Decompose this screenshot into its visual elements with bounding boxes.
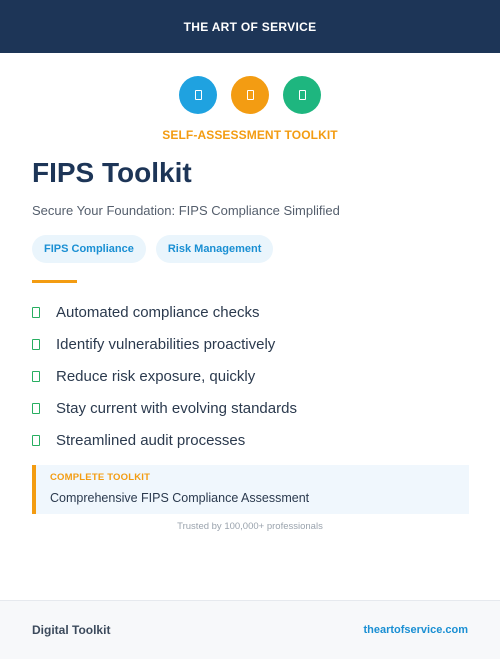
tag-list [32, 235, 273, 263]
trust-note: Trusted by 100,000+ professionals [177, 521, 323, 532]
footer [0, 600, 500, 659]
document-icon [283, 76, 321, 114]
check-icon [32, 307, 40, 318]
accent-divider [32, 280, 77, 283]
toolkit-kicker: SELF-ASSESSMENT TOOLKIT [162, 128, 338, 142]
list-item [32, 360, 297, 392]
document-glyph [247, 90, 254, 100]
page-title: FIPS Toolkit [32, 157, 192, 188]
check-icon [32, 371, 40, 382]
callout-text: Comprehensive FIPS Compliance Assessment [50, 491, 310, 505]
brand-title: THE ART OF SERVICE [183, 19, 317, 34]
feature-text: Automated compliance checks [56, 303, 260, 321]
feature-text: Stay current with evolving standards [56, 399, 297, 417]
list-item [32, 296, 297, 328]
document-icon [231, 76, 269, 114]
feature-list [32, 296, 297, 456]
list-item [32, 392, 297, 424]
icon-row [0, 76, 500, 114]
check-icon [32, 339, 40, 350]
document-glyph [195, 90, 202, 100]
tag-fips-compliance[interactable]: FIPS Compliance [32, 235, 146, 263]
document-icon [179, 76, 217, 114]
page-subtitle: Secure Your Foundation: FIPS Compliance Simplified [32, 203, 340, 218]
check-icon [32, 435, 40, 446]
check-icon [32, 403, 40, 414]
list-item [32, 328, 297, 360]
brand-header [0, 0, 500, 53]
feature-text: Streamlined audit processes [56, 431, 246, 449]
document-glyph [299, 90, 306, 100]
callout-kicker: COMPLETE TOOLKIT [50, 472, 151, 483]
tag-risk-management[interactable]: Risk Management [156, 235, 274, 263]
footer-link[interactable]: theartofservice.com [363, 624, 468, 636]
feature-text: Reduce risk exposure, quickly [56, 367, 256, 385]
footer-label: Digital Toolkit [32, 623, 111, 637]
feature-text: Identify vulnerabilities proactively [56, 335, 276, 353]
list-item [32, 424, 297, 456]
toolkit-callout [32, 465, 469, 514]
